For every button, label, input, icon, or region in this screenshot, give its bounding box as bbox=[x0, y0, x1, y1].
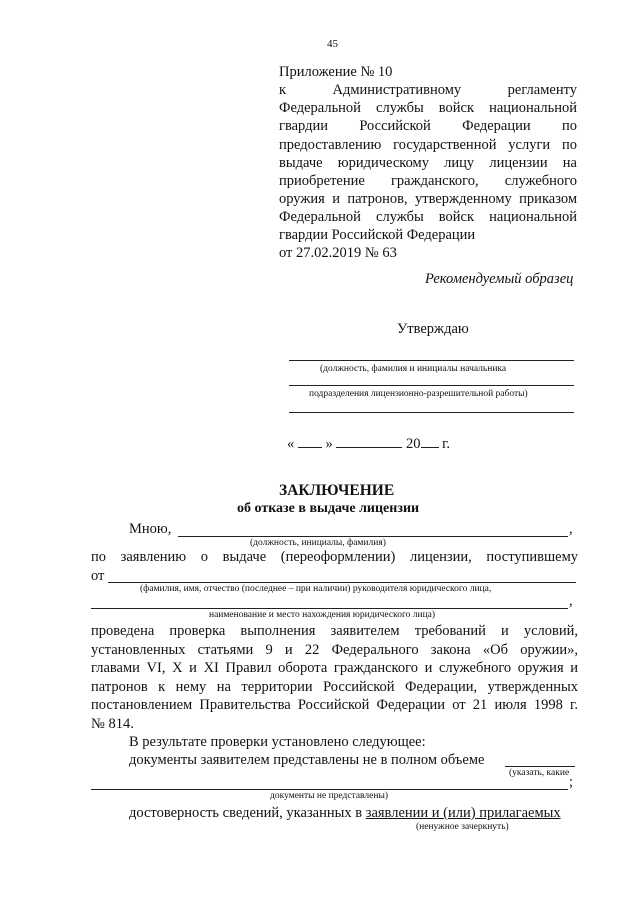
appendix-line-7: оружия и патронов, утвержденному приказом bbox=[279, 191, 577, 207]
caption-specify: (указать, какие bbox=[509, 768, 570, 778]
approve-line-3 bbox=[289, 412, 574, 413]
approve-caption-2: подразделения лицензионно-разрешительной работы) bbox=[309, 389, 528, 399]
docs-line-semicolon: ; bbox=[569, 774, 574, 790]
appendix-line-10: от 27.02.2019 № 63 bbox=[279, 245, 397, 261]
appendix-line-8: Федеральной службы войск национальной bbox=[279, 209, 577, 225]
applicant-line bbox=[108, 582, 576, 583]
caption-strike: (ненужное зачеркнуть) bbox=[416, 822, 509, 832]
sample-label: Рекомендуемый образец bbox=[425, 271, 574, 287]
appendix-line-6: приобретение гражданского, служебного bbox=[279, 173, 577, 189]
mnoyu-label: Мною, bbox=[129, 521, 172, 537]
appendix-line-5: выдаче юридическому лицу лицензии на bbox=[279, 155, 577, 171]
approve-line-2 bbox=[289, 385, 574, 386]
appendix-line-4: предоставлению государственной услуги по bbox=[279, 137, 577, 153]
docs-fill-line bbox=[505, 766, 575, 767]
reliability-line: достоверность сведений, указанных в заявлении и (или) прилагаемых bbox=[129, 805, 561, 821]
para1-line-5: постановлением Правительства Российской Федерации от 21 июля 1998 г. bbox=[91, 697, 578, 713]
approve-label: Утверждаю bbox=[397, 321, 469, 337]
caption-official: (должность, инициалы, фамилия) bbox=[250, 538, 386, 548]
caption-name: наименование и место нахождения юридического лица) bbox=[209, 610, 436, 620]
applicant-line-2 bbox=[91, 608, 568, 609]
docs-fill-line-2 bbox=[91, 789, 568, 790]
docs-line: документы заявителем представлены не в полном объеме bbox=[129, 752, 485, 768]
appendix-line-9: гвардии Российской Федерации bbox=[279, 227, 476, 243]
document-title: ЗАКЛЮЧЕНИЕ bbox=[279, 482, 395, 499]
approve-line-1 bbox=[289, 360, 574, 361]
document-subtitle: об отказе в выдаче лицензии bbox=[237, 501, 420, 516]
applicant-line-2-comma: , bbox=[569, 593, 573, 609]
ot-label: от bbox=[91, 568, 105, 584]
para2: В результате проверки установлено следующее: bbox=[129, 734, 426, 750]
official-line bbox=[178, 536, 568, 537]
caption-head: (фамилия, имя, отчество (последнее – при наличии) руководителя юридического лица, bbox=[140, 584, 492, 594]
appendix-line-3: гвардии Российской Федерации по bbox=[279, 118, 577, 134]
page-number: 45 bbox=[327, 38, 338, 50]
appendix-line-2: Федеральной службы войск национальной bbox=[279, 100, 577, 116]
official-line-comma: , bbox=[569, 521, 573, 537]
para1-line-2: установленных статьями 9 и 22 Федерального закона «Об оружии», bbox=[91, 642, 578, 658]
appendix-title: Приложение № 10 bbox=[279, 64, 393, 80]
caption-not-submitted: документы не представлены) bbox=[270, 791, 388, 801]
statement-line: по заявлению о выдаче (переоформлении) лицензии, поступившему bbox=[91, 549, 579, 565]
approve-date: « » 20 г. bbox=[287, 436, 451, 452]
para1-line-1: проведена проверка выполнения заявителем требований и условий, bbox=[91, 623, 578, 639]
para1-line-6: № 814. bbox=[91, 716, 134, 732]
approve-caption-1: (должность, фамилия и инициалы начальника bbox=[320, 364, 507, 374]
para1-line-4: патронов к нему на территории Российской Федерации, утвержденных bbox=[91, 679, 578, 695]
reliability-underlined: заявлении и (или) прилагаемых bbox=[365, 805, 561, 821]
appendix-line-1: к Административному регламенту bbox=[279, 82, 577, 98]
para1-line-3: главами VI, X и XI Правил оборота гражданского и служебного оружия и bbox=[91, 660, 578, 676]
